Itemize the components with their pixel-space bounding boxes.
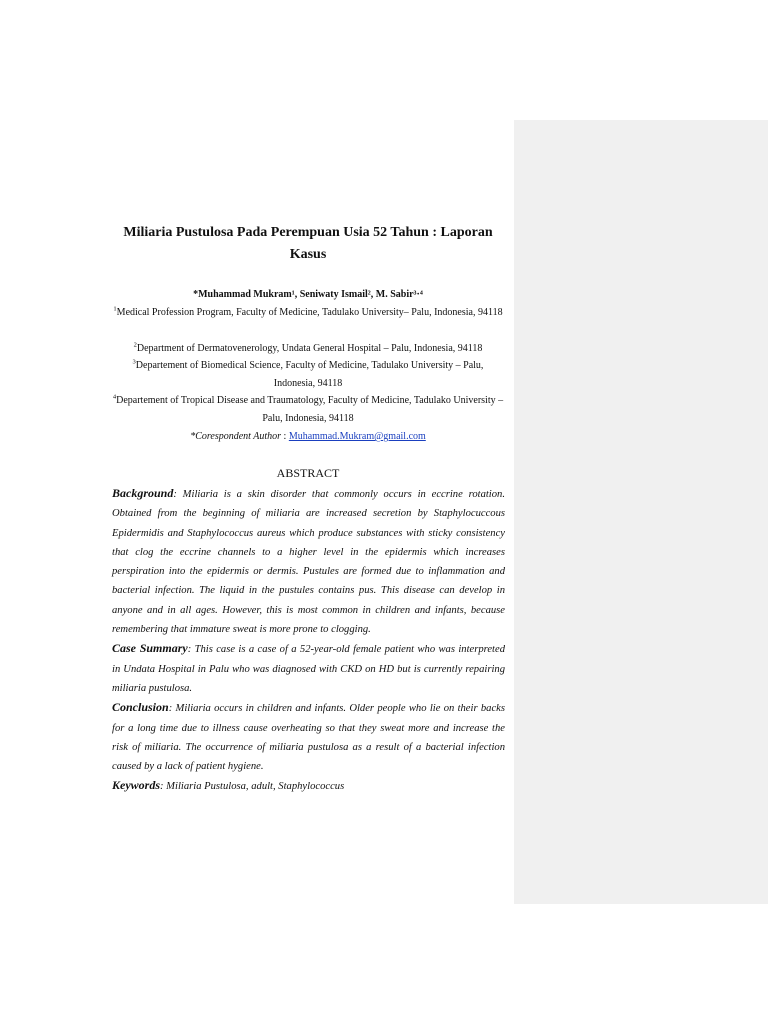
keywords-text: : Miliaria Pustulosa, adult, Staphylococcus — [160, 781, 345, 793]
affiliation-3-text: Departement of Biomedical Science, Faculty of Medicine, Tadulako University – Palu, Indonesia, 94118 — [135, 360, 484, 389]
keywords-label: Keywords — [112, 778, 160, 793]
affiliation-2 — [112, 340, 504, 358]
case-summary-text: : This case is a case of a 52-year-old female patient who was interpreted in Undata Hospital in Palu who was diagnosed with CKD on HD but is currently repairing miliaria pustulosa. — [112, 644, 506, 694]
affiliation-4-marker: 4 — [112, 393, 117, 401]
background-text: : Miliaria is a skin disorder that commonly occurs in eccrine rotation. Obtained from the beginning of miliaria are increased secretion by Staphylocuccous Epidermidis and Staphylococcus aureus which produce substances with sticky consistency that clog the eccrine channels to a higher level in the epidermis which increases perspiration into the epidermis or dermis. Pustules are formed due to inflammation and bacterial infection. The liquid in the pustules contains pus. This disease can develop in anyone and in all ages. However, this is most common in children and infants, because remembering that immature sweat is more prone to clogging. — [112, 489, 505, 636]
conclusion-label: Conclusion — [112, 700, 169, 715]
paper-title: Miliaria Pustulosa Pada Perempuan Usia 52 Tahun : Laporan Kasus — [123, 225, 493, 262]
author-list: *Muhammad Mukram¹, Seniwaty Ismail², M. Sabir³·⁴ — [193, 289, 423, 300]
affiliation-1-marker: 1 — [113, 305, 117, 313]
affiliation-1 — [112, 304, 504, 322]
affiliation-4 — [112, 392, 504, 428]
correspondent-separator: : — [281, 431, 289, 442]
abstract-keywords — [112, 776, 505, 796]
background-label: Background — [112, 486, 174, 500]
abstract-heading: ABSTRACT — [276, 466, 340, 480]
affiliation-3 — [112, 357, 504, 393]
abstract-conclusion — [112, 698, 505, 776]
abstract-case-summary — [112, 639, 505, 698]
affiliation-2-marker: 2 — [133, 341, 137, 349]
affiliation-4-text: Departement of Tropical Disease and Traumatology, Faculty of Medicine, Tadulako University – Palu, Indonesia, 94118 — [116, 395, 504, 424]
conclusion-text: : Miliaria occurs in children and infants. Older people who lie on their backs for a long time due to illness cause overheating so that they sweat more and increase the risk of miliaria. The occurrence of miliaria pustulosa as a result of a bacterial infection caused by a lack of patient hygiene. — [112, 703, 505, 773]
abstract-background — [112, 484, 505, 639]
abstract-body — [112, 484, 505, 797]
correspondent-email-link[interactable]: Muhammad.Mukram@gmail.com — [288, 431, 426, 442]
case-summary-label: Case Summary — [112, 641, 188, 656]
affiliation-2-text: Department of Dermatovenerology, Undata General Hospital – Palu, Indonesia, 94118 — [136, 343, 483, 354]
correspondent-line — [112, 428, 504, 446]
affiliation-1-text: Medical Profession Program, Faculty of Medicine, Tadulako University– Palu, Indonesia, 94118 — [116, 307, 503, 318]
correspondent-label: *Corespondent Author — [190, 431, 282, 442]
affiliation-3-marker: 3 — [132, 358, 136, 366]
comment-pane — [514, 120, 768, 904]
